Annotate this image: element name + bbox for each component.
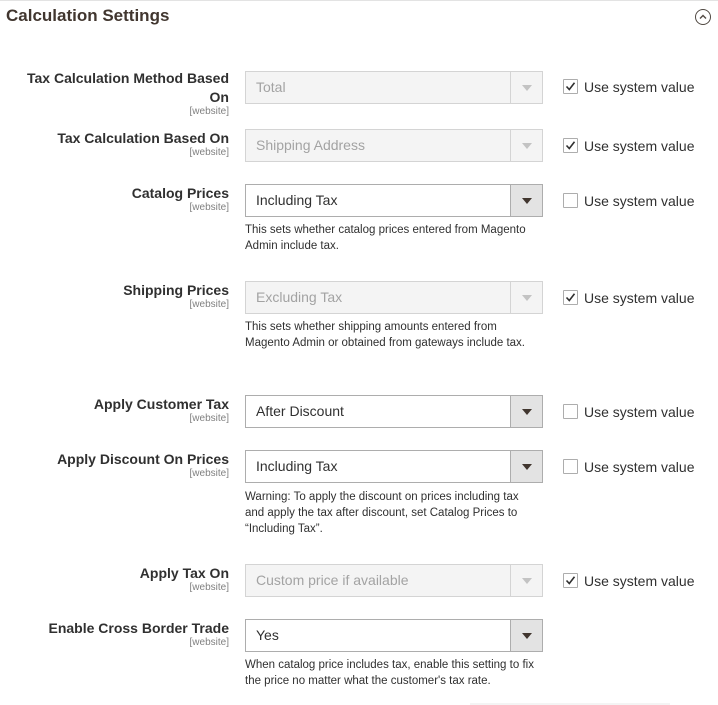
select-arrow (510, 72, 542, 103)
field-note: This sets whether shipping amounts entered from Magento Admin or obtained from gateways include tax. (245, 321, 525, 349)
select-value: Excluding Tax (256, 289, 343, 305)
scope-label: [website] (189, 637, 229, 648)
checkmark-icon (565, 575, 576, 586)
collapse-section-button[interactable] (695, 9, 711, 25)
apply-tax-on-select[interactable] (245, 564, 543, 597)
tax-calculation-method-select[interactable] (245, 71, 543, 104)
use-system-value-checkbox[interactable] (563, 79, 578, 94)
scope-label: [website] (189, 582, 229, 593)
scope-label: [website] (189, 299, 229, 310)
select-value: Including Tax (256, 458, 338, 474)
chevron-down-icon (522, 198, 532, 204)
select-arrow (510, 565, 542, 596)
chevron-down-icon (522, 578, 532, 584)
setting-label: Tax Calculation Method Based On (27, 70, 229, 105)
section-top-divider (0, 0, 718, 1)
select-arrow (510, 396, 542, 427)
chevron-down-icon (522, 143, 532, 149)
select-value: Total (256, 79, 286, 95)
setting-label: Catalog Prices (131, 185, 229, 201)
field-warning-note: Warning: To apply the discount on prices including tax and apply the tax after discount, set Catalog Prices to “Including Tax”. (245, 491, 519, 535)
select-value: After Discount (256, 403, 344, 419)
chevron-down-icon (522, 295, 532, 301)
shipping-prices-select[interactable] (245, 281, 543, 314)
catalog-prices-select[interactable] (245, 184, 543, 217)
use-system-value-checkbox[interactable] (563, 290, 578, 305)
select-arrow (510, 282, 542, 313)
scope-label: [website] (189, 468, 229, 479)
scope-label: [website] (189, 202, 229, 213)
checkmark-icon (565, 292, 576, 303)
use-system-value-label: Use system value (584, 79, 695, 95)
checkmark-icon (565, 81, 576, 92)
select-value: Yes (256, 627, 279, 643)
setting-label: Apply Discount On Prices (57, 451, 229, 467)
use-system-value-checkbox[interactable] (563, 193, 578, 208)
use-system-value-checkbox[interactable] (563, 404, 578, 419)
tax-calculation-based-on-select[interactable] (245, 129, 543, 162)
apply-discount-on-prices-select[interactable] (245, 450, 543, 483)
scope-label: [website] (189, 106, 229, 117)
select-value: Shipping Address (256, 137, 365, 153)
use-system-value-checkbox[interactable] (563, 459, 578, 474)
select-value: Custom price if available (256, 572, 409, 588)
use-system-value-label: Use system value (584, 459, 695, 475)
setting-label: Enable Cross Border Trade (48, 620, 229, 636)
select-value: Including Tax (256, 192, 338, 208)
checkmark-icon (565, 140, 576, 151)
setting-label: Apply Customer Tax (93, 396, 229, 412)
use-system-value-label: Use system value (584, 138, 695, 154)
use-system-value-checkbox[interactable] (563, 138, 578, 153)
enable-cross-border-trade-select[interactable] (245, 619, 543, 652)
setting-label: Shipping Prices (123, 282, 229, 298)
use-system-value-label: Use system value (584, 404, 695, 420)
select-arrow (510, 620, 542, 651)
section-title: Calculation Settings (6, 6, 170, 25)
setting-label: Tax Calculation Based On (57, 130, 229, 146)
select-arrow (510, 451, 542, 482)
select-arrow (510, 130, 542, 161)
use-system-value-checkbox[interactable] (563, 573, 578, 588)
chevron-down-icon (522, 409, 532, 415)
setting-label: Apply Tax On (139, 565, 229, 581)
chevron-down-icon (522, 633, 532, 639)
field-note: This sets whether catalog prices entered from Magento Admin include tax. (245, 224, 526, 252)
use-system-value-label: Use system value (584, 193, 695, 209)
use-system-value-label: Use system value (584, 573, 695, 589)
field-note: When catalog price includes tax, enable this setting to fix the price no matter what the customer's tax rate. (245, 659, 534, 687)
use-system-value-label: Use system value (584, 290, 695, 306)
scope-label: [website] (189, 413, 229, 424)
chevron-down-icon (522, 464, 532, 470)
select-arrow (510, 185, 542, 216)
chevron-down-icon (522, 85, 532, 91)
scope-label: [website] (189, 147, 229, 158)
chevron-up-icon (699, 13, 707, 21)
apply-customer-tax-select[interactable] (245, 395, 543, 428)
